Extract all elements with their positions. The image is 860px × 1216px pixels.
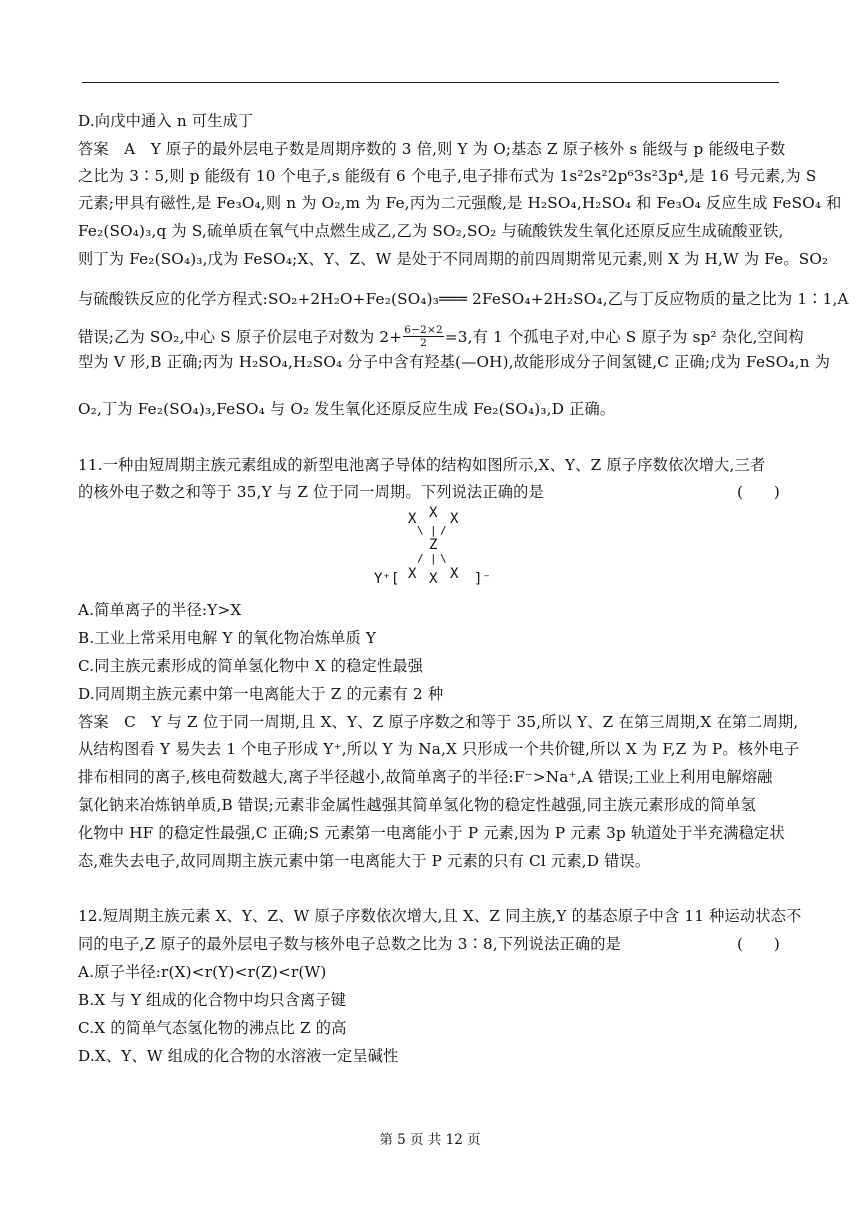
cation-y: Y⁺[ <box>374 571 400 587</box>
option-d: D.同周期主族元素中第一电离能大于 Z 的元素有 2 种 <box>78 685 444 703</box>
bond: | <box>430 524 437 537</box>
option-d: D.X、Y、W 组成的化合物的水溶液一定呈碱性 <box>78 1047 399 1065</box>
question-11-stem-text: 的核外电子数之和等于 35,Y 与 Z 位于同一周期。下列说法正确的是 <box>78 483 544 501</box>
bond: \ <box>440 552 447 565</box>
option-a: A.原子半径:r(X)<r(Y)<r(Z)<r(W) <box>78 963 327 981</box>
header-rule <box>82 82 779 83</box>
bond: / <box>417 552 424 565</box>
question-12-stem-text: 同的电子,Z 原子的最外层电子数与核外电子总数之比为 3∶8,下列说法正确的是 <box>78 935 621 953</box>
question-11-stem: 11.一种由短周期主族元素组成的新型电池离子导体的结构如图所示,X、Y、Z 原子序数依次增大,三者 <box>78 456 766 474</box>
bond: | <box>430 552 437 565</box>
atom-x: X <box>450 511 459 527</box>
option-b: B.工业上常采用电解 Y 的氧化物冶炼单质 Y <box>78 629 377 647</box>
question-12-stem <box>78 934 780 954</box>
fraction-numerator: 6−2×2 <box>404 324 443 336</box>
answer-11: 从结构图看 Y 易失去 1 个电子形成 Y⁺,所以 Y 为 Na,X 只形成一个共价键,所以 X 为 F,Z 为 P。核外电子 <box>78 740 800 758</box>
answer-text: 之比为 3∶5,则 p 能级有 10 个电子,s 能级有 6 个电子,电子排布式为 1s²2s²2p⁶3s²3p⁴,是 16 号元素,为 S <box>78 167 817 185</box>
page-footer: 第 5 页 共 12 页 <box>379 1132 481 1148</box>
option-d-prev: D.向戊中通入 n 可生成丁 <box>78 112 254 130</box>
answer-text: O₂,丁为 Fe₂(SO₄)₃,FeSO₄ 与 O₂ 发生氧化还原反应生成 Fe₂(SO₄)₃,D 正确。 <box>78 400 616 418</box>
option-c: C.X 的简单气态氢化物的沸点比 Z 的高 <box>78 1019 347 1037</box>
answer-text-part: =3,有 1 个孤电子对,中心 S 原子为 sp² 杂化,空间构 <box>444 327 804 346</box>
option-c: C.同主族元素形成的简单氢化物中 X 的稳定性最强 <box>78 657 424 675</box>
answer-11: 排布相同的离子,核电荷数越大,离子半径越小,故简单离子的半径:F⁻>Na⁺,A 错误;工业上利用电解熔融 <box>78 768 773 786</box>
bond: / <box>440 524 447 537</box>
question-11-stem <box>78 482 780 502</box>
answer-text: 型为 V 形,B 正确;丙为 H₂SO₄,H₂SO₄ 分子中含有羟基(—OH),故能形成分子间氢键,C 正确;戊为 FeSO₄,n 为 <box>78 353 831 371</box>
answer-text: 与硫酸铁反应的化学方程式:SO₂+2H₂O+Fe₂(SO₄)₃═══ 2FeSO₄+2H₂SO₄,乙与丁反应物质的量之比为 1∶1,A <box>78 290 849 308</box>
answer-11: 答案 C Y 与 Z 位于同一周期,且 X、Y、Z 原子序数之和等于 35,所以 Y、Z 在第三周期,X 在第二周期, <box>78 713 799 731</box>
option-b: B.X 与 Y 组成的化合物中均只含离子键 <box>78 991 347 1009</box>
answer-text-fraction-line <box>78 324 804 349</box>
atom-x: X <box>429 571 438 587</box>
answer-text: 元素;甲具有磁性,是 Fe₃O₄,则 n 为 O₂,m 为 Fe,丙为二元强酸,是 H₂SO₄,H₂SO₄ 和 Fe₃O₄ 反应生成 FeSO₄ 和 <box>78 194 842 212</box>
answer-11: 氯化钠来冶炼钠单质,B 错误;元素非金属性越强其简单氢化物的稳定性越强,同主族元素形成的简单氢 <box>78 796 757 814</box>
atom-x: X <box>408 566 417 582</box>
bond: \ <box>417 524 424 537</box>
answer-text: 则丁为 Fe₂(SO₄)₃,戊为 FeSO₄;X、Y、Z、W 是处于不同周期的前四周期常见元素,则 X 为 H,W 为 Fe。SO₂ <box>78 250 829 268</box>
answer-text: Fe₂(SO₄)₃,q 为 S,硫单质在氧气中点燃生成乙,乙为 SO₂,SO₂ 与硫酸铁发生氧化还原反应生成硫酸亚铁, <box>78 222 784 240</box>
anion-bracket: ]⁻ <box>474 571 491 587</box>
atom-x: X <box>429 505 438 521</box>
answer-text: 答案 A Y 原子的最外层电子数是周期序数的 3 倍,则 Y 为 O;基态 Z 原子核外 s 能级与 p 能级电子数 <box>78 140 786 158</box>
question-12-stem: 12.短周期主族元素 X、Y、Z、W 原子序数依次增大,且 X、Z 同主族,Y 的基态原子中含 11 种运动状态不 <box>78 907 802 925</box>
answer-11: 化物中 HF 的稳定性最强,C 正确;S 元素第一电离能小于 P 元素,因为 P 元素 3p 轨道处于半充满稳定状 <box>78 824 785 842</box>
answer-11: 态,难失去电子,故同周期主族元素中第一电离能大于 P 元素的只有 Cl 元素,D 错误。 <box>78 852 651 870</box>
ion-structure-diagram <box>370 505 500 590</box>
answer-parentheses: ( ) <box>736 483 780 501</box>
fraction <box>403 324 444 349</box>
fraction-denominator: 2 <box>420 337 427 349</box>
answer-text-part: 错误;乙为 SO₂,中心 S 原子价层电子对数为 2+ <box>78 327 403 346</box>
answer-parentheses: ( ) <box>736 935 780 953</box>
atom-x: X <box>408 511 417 527</box>
atom-x: X <box>450 566 459 582</box>
option-a: A.简单离子的半径:Y>X <box>78 601 242 619</box>
atom-z: Z <box>429 537 438 553</box>
